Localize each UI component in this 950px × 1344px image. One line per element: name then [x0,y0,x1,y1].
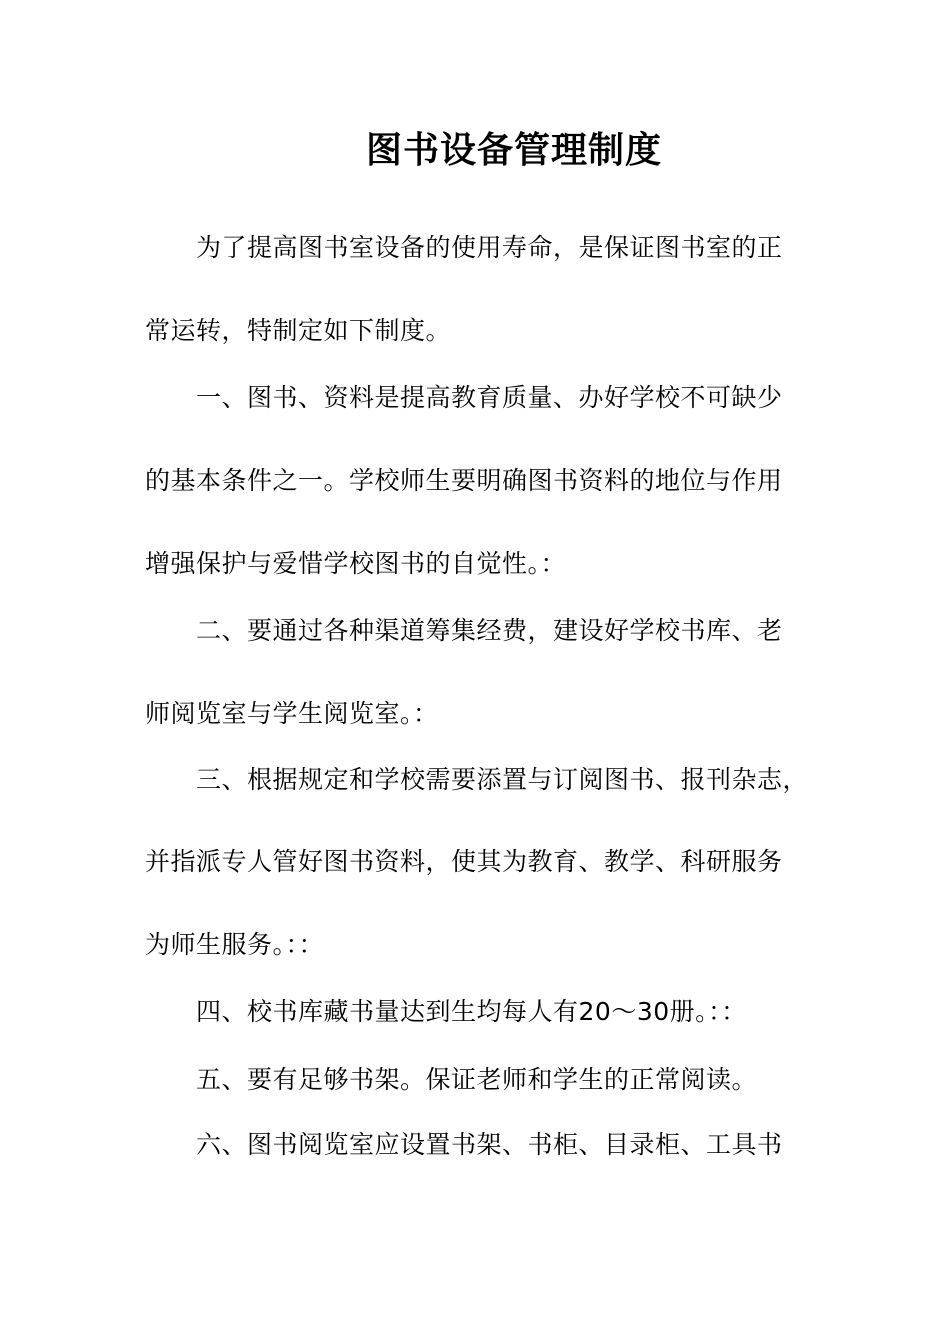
paragraph-line: 五、要有足够书架。保证老师和学生的正常阅读。 [196,1065,758,1094]
paragraph-line: 师阅览室与学生阅览室。： [145,699,439,728]
paragraph-line: 三、根据规定和学校需要添置与订阅图书、报刊杂志， [196,765,809,794]
paragraph-line: 为了提高图书室设备的使用寿命，是保证图书室的正 [196,233,783,262]
paragraph-line: 并指派专人管好图书资料，使其为教育、教学、科研服务 [145,847,783,876]
paragraph-line: 二、要通过各种渠道筹集经费，建设好学校书库、老 [196,616,783,645]
paragraph-line: 六、图书阅览室应设置书架、书柜、目录柜、工具书 [196,1130,783,1159]
paragraph-line: 常运转，特制定如下制度。 [145,316,452,345]
paragraph-line: 的基本条件之一。学校师生要明确图书资料的地位与作用 [145,466,783,495]
document-title: 图书设备管理制度 [365,129,662,171]
paragraph-line: 增强保护与爱惜学校图书的自觉性。： [145,549,567,578]
paragraph-line: 一、图书、资料是提高教育质量、办好学校不可缺少 [196,383,783,412]
paragraph-line: 为师生服务。：： [145,930,325,959]
paragraph-line: 四、校书库藏书量达到生均每人有20～30册。：： [196,997,747,1026]
